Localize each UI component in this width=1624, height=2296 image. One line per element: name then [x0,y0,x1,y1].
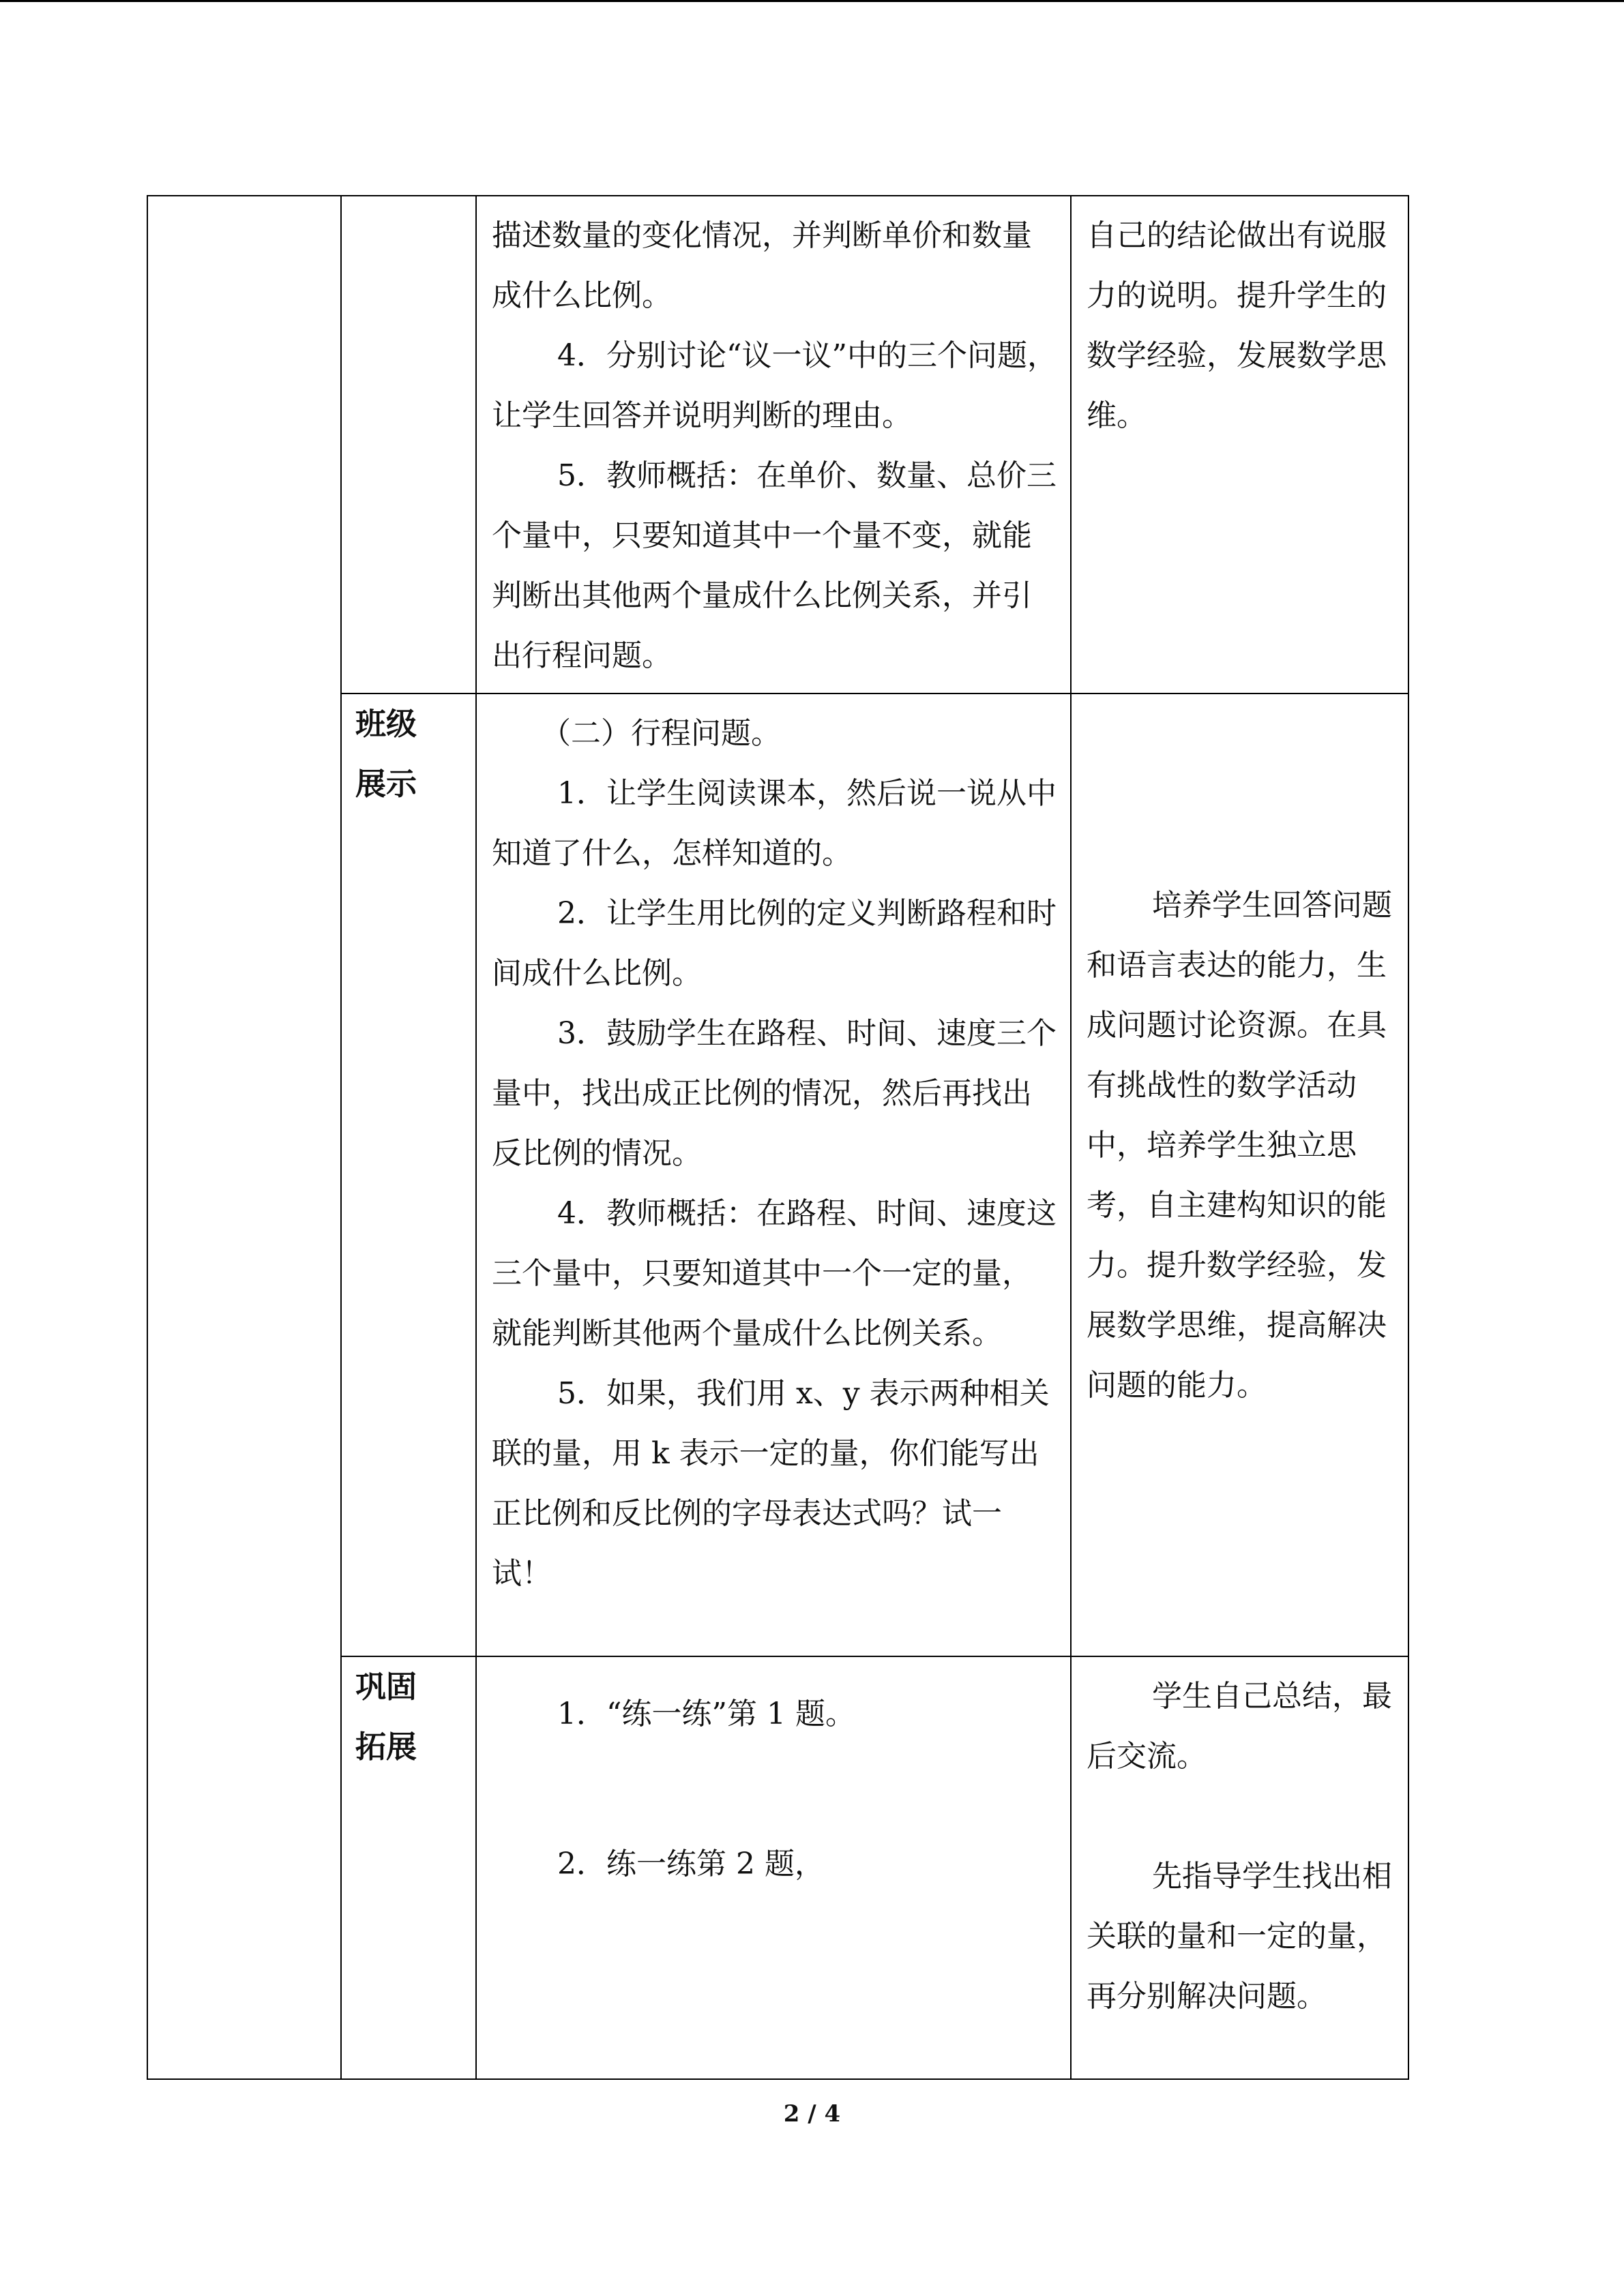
intent-text: 学生自己总结，最后交流。 [1087,1679,1392,1774]
category-label: 巩固拓展 [355,1669,417,1765]
activity-line: 5．教师概括：在单价、数量、总价三个量中，只要知道其中一个量不变，就能判断出其他两个量成什么比例关系，并引出行程问题。 [492,458,1057,673]
category-cell [341,694,476,1656]
activity-line: （二）行程问题。 [541,716,781,751]
activity-line: 2．练一练第 2 题， [557,1847,825,1881]
activity-line: 2．让学生用比例的定义判断路程和时间成什么比例。 [492,896,1057,991]
category-label: 班级展示 [355,706,417,802]
activity-line: 4．分别讨论“议一议”中的三个问题，让学生回答并说明判断的理由。 [492,338,1057,433]
table-row [147,196,1408,694]
intent-cell [1071,694,1408,1656]
intent-text: 自己的结论做出有说服力的说明。提升学生的数学经验，发展数学思维。 [1087,218,1387,433]
activity-line: 3．鼓励学生在路程、时间、速度三个量中，找出成正比例的情况，然后再找出反比例的情况。 [492,1016,1057,1171]
intent-cell [1071,196,1408,694]
page-top-border [0,0,1624,2]
lesson-plan-table [147,195,1409,2080]
activity-cell [476,196,1071,694]
activity-line: 1．“练一练”第 1 题。 [557,1697,855,1731]
activity-line: 4．教师概括：在路程、时间、速度这三个量中，只要知道其中一个一定的量，就能判断其他两个量成什么比例关系。 [492,1196,1057,1351]
category-cell [341,196,476,694]
activity-line: 5．如果，我们用 x、y 表示两种相关联的量，用 k 表示一定的量，你们能写出正比例和反比例的字母表达式吗？试一试！ [492,1376,1050,1591]
activity-line: 1．让学生阅读课本，然后说一说从中知道了什么，怎样知道的。 [492,776,1057,871]
category-cell [341,1656,476,2079]
activity-cell [476,1656,1071,2079]
activity-line: 描述数量的变化情况，并判断单价和数量成什么比例。 [492,218,1032,313]
stage-cell [147,196,341,2079]
intent-cell [1071,1656,1408,2079]
activity-cell [476,694,1071,1656]
intent-text: 先指导学生找出相关联的量和一定的量，再分别解决问题。 [1087,1859,1392,2014]
intent-text: 培养学生回答问题和语言表达的能力，生成问题讨论资源。在具有挑战性的数学活动中，培养学生独立思考，自主建构知识的能力。提升数学经验，发展数学思维，提高解决问题的能力。 [1087,888,1392,1403]
page-number: 2 / 4 [783,2100,841,2128]
